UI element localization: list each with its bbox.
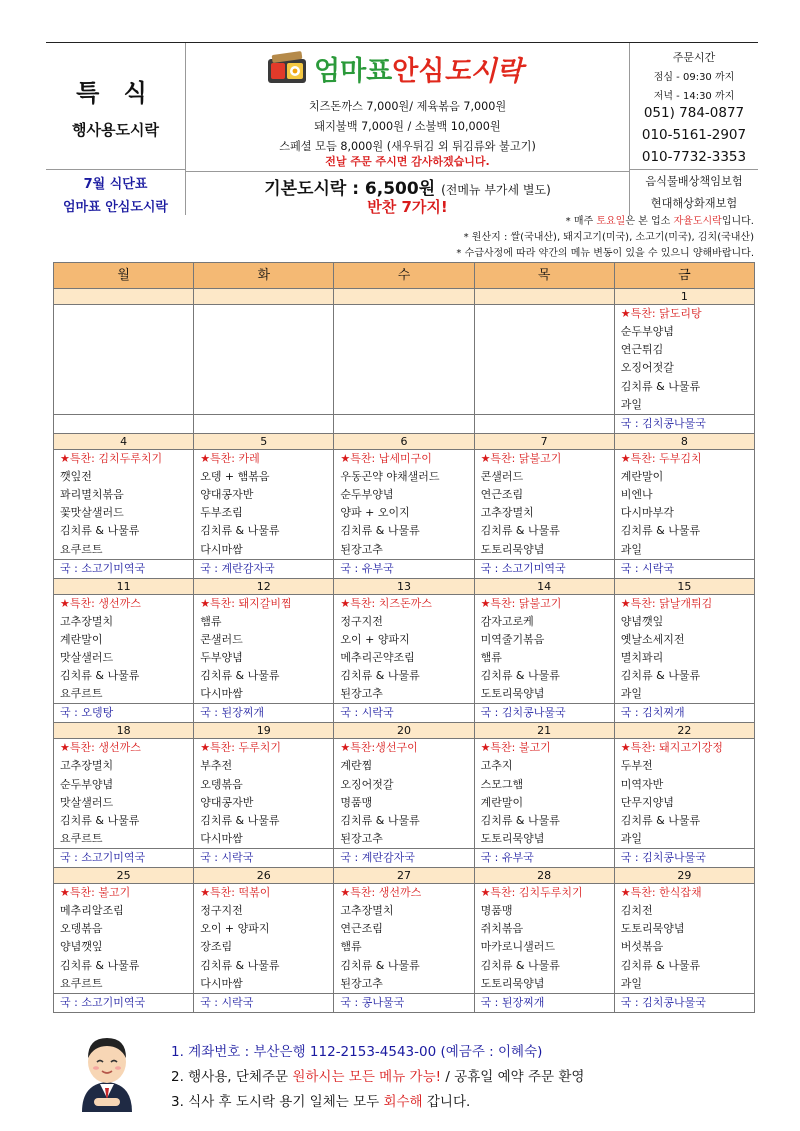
soup-cell [194, 414, 334, 433]
side-dish-row [54, 975, 755, 994]
note-line: * 원산지 : 쌀(국내산), 돼지고기(미국), 소고기(미국), 김치(국내산) [463, 232, 754, 243]
side-dish: 고추지 [474, 757, 614, 775]
side-dish [474, 396, 614, 415]
weekday-header: 목 [474, 263, 614, 289]
side-dish: 부추전 [194, 757, 334, 775]
special-dish: ★특찬: 닭불고기 [474, 594, 614, 613]
date-cell: 19 [194, 723, 334, 739]
special-dish [334, 305, 474, 324]
soup-cell: 국 : 소고기미역국 [54, 849, 194, 868]
special-dish: ★특찬: 돼지갈비찜 [194, 594, 334, 613]
brand-logo [266, 47, 546, 91]
side-dish: 고추장멸치 [334, 902, 474, 920]
side-dish: 깻잎전 [54, 468, 194, 486]
price-list [186, 97, 629, 157]
date-cell: 5 [194, 433, 334, 449]
side-dish: 된장고추 [334, 685, 474, 704]
weekday-header: 월 [54, 263, 194, 289]
mascot-icon [76, 1032, 138, 1114]
soup-cell: 국 : 김치콩나물국 [614, 993, 754, 1012]
side-dish [54, 378, 194, 396]
side-dish: 김치류 & 나물류 [334, 667, 474, 685]
side-dish [334, 359, 474, 377]
soup-cell: 국 : 유부국 [474, 849, 614, 868]
footer [76, 1032, 756, 1116]
side-dish: 김치류 & 나물류 [334, 812, 474, 830]
weekday-header: 수 [334, 263, 474, 289]
side-dish-row [54, 649, 755, 667]
date-cell: 11 [54, 578, 194, 594]
special-dish: ★특찬: 닭도리탕 [614, 305, 754, 324]
side-dish [194, 341, 334, 359]
date-row [54, 289, 755, 305]
side-dish: 다시마부각 [614, 504, 754, 522]
side-dish: 오이 + 양파지 [194, 920, 334, 938]
side-dish: 김치류 & 나물류 [474, 957, 614, 975]
side-dish [334, 396, 474, 415]
special-dish: ★특찬: 떡볶이 [194, 884, 334, 903]
header-center-panel [186, 43, 629, 215]
side-dish: 메추리곤약조림 [334, 649, 474, 667]
side-dish-row [54, 920, 755, 938]
side-dish: 양념깻잎 [54, 938, 194, 956]
date-row [54, 578, 755, 594]
side-dish: 정구지전 [194, 902, 334, 920]
side-dish: 김치류 & 나물류 [474, 667, 614, 685]
soup-cell: 국 : 시락국 [194, 849, 334, 868]
side-dish-row [54, 522, 755, 540]
soup-row [54, 849, 755, 868]
date-cell: 13 [334, 578, 474, 594]
side-dish-row [54, 830, 755, 849]
side-dish: 단무지양념 [614, 794, 754, 812]
side-dish: 연근튀김 [614, 341, 754, 359]
side-dish: 된장고추 [334, 541, 474, 560]
soup-cell [334, 414, 474, 433]
side-dish: 양념깻잎 [614, 613, 754, 631]
soup-row [54, 704, 755, 723]
special-dish: ★특찬: 불고기 [54, 884, 194, 903]
soup-cell: 국 : 김치찌개 [614, 704, 754, 723]
price-line: 스페셜 모듬 8,000원 (새우튀김 외 튀김류와 불고기) [279, 140, 536, 153]
special-row [54, 594, 755, 613]
date-cell [334, 289, 474, 305]
soup-cell: 국 : 소고기미역국 [54, 993, 194, 1012]
side-dish: 연근조림 [474, 486, 614, 504]
side-dish-row [54, 902, 755, 920]
side-dish [194, 323, 334, 341]
special-dish: ★특찬: 김치두루치기 [54, 449, 194, 468]
date-row [54, 723, 755, 739]
side-dish-row [54, 757, 755, 775]
side-dish: 꽃맛살샐러드 [54, 504, 194, 522]
side-dish: 김치류 & 나물류 [614, 667, 754, 685]
phone-number: 010-7732-3353 [641, 149, 747, 165]
side-dish: 양파 + 오이지 [334, 504, 474, 522]
special-dish: ★특찬: 두루치기 [194, 739, 334, 758]
lunch-time: 점심 - 09:30 까지 [653, 72, 735, 83]
soup-cell: 국 : 콩나물국 [334, 993, 474, 1012]
side-dish [194, 378, 334, 396]
side-dish-row [54, 486, 755, 504]
date-cell: 25 [54, 868, 194, 884]
side-dish: 양대콩자반 [194, 794, 334, 812]
special-dish [194, 305, 334, 324]
side-dish: 김치류 & 나물류 [334, 957, 474, 975]
side-dish: 콘샐러드 [474, 468, 614, 486]
side-dish: 다시마쌈 [194, 830, 334, 849]
side-dish [474, 323, 614, 341]
soup-cell: 국 : 김치콩나물국 [614, 414, 754, 433]
side-dish: 햄류 [194, 613, 334, 631]
side-dish: 김치전 [614, 902, 754, 920]
side-dish: 김치류 & 나물류 [54, 812, 194, 830]
note-line: * 매주 토요일은 본 업소 자율도시락입니다. [565, 216, 754, 227]
side-dish: 김치류 & 나물류 [194, 522, 334, 540]
side-dish: 요쿠르트 [54, 975, 194, 994]
lunchbox-icon [266, 51, 308, 85]
special-dish: ★특찬:생선구이 [334, 739, 474, 758]
insurance-label: 음식물배상책임보험 [645, 175, 743, 188]
side-dish: 김치류 & 나물류 [614, 522, 754, 540]
menu-header [46, 42, 758, 214]
side-dish: 계란말이 [54, 631, 194, 649]
side-dish: 두부양념 [194, 649, 334, 667]
side-dish: 된장고추 [334, 975, 474, 994]
side-dish: 꽈리멸치볶음 [54, 486, 194, 504]
side-dish: 과일 [614, 685, 754, 704]
side-dish-row [54, 541, 755, 560]
soup-cell: 국 : 시락국 [334, 704, 474, 723]
special-dish: ★특찬: 닭날개튀김 [614, 594, 754, 613]
side-dish [474, 341, 614, 359]
side-dish: 명품맹 [474, 902, 614, 920]
logo-text: 엄마표안심도시락 [314, 56, 523, 87]
side-dish-row [54, 938, 755, 956]
notes [456, 214, 754, 262]
side-dish: 햄류 [474, 649, 614, 667]
side-dish: 멸치꽈리 [614, 649, 754, 667]
side-dish-row [54, 359, 755, 377]
side-dish: 마카로니샐러드 [474, 938, 614, 956]
side-dish: 도토리묵양념 [474, 830, 614, 849]
special-dish: ★특찬: 치즈돈까스 [334, 594, 474, 613]
soup-row [54, 414, 755, 433]
side-dish: 미역줄기볶음 [474, 631, 614, 649]
side-dish: 오뎅 + 햄볶음 [194, 468, 334, 486]
side-dish: 양대콩자반 [194, 486, 334, 504]
side-dish: 버섯볶음 [614, 938, 754, 956]
side-dish: 스모그햄 [474, 775, 614, 793]
date-cell [54, 289, 194, 305]
side-dish: 메추리알조림 [54, 902, 194, 920]
basic-price: 기본도시락 : 6,500원 (전메뉴 부가세 별도) [264, 179, 551, 199]
side-dish: 오징어젓갈 [334, 775, 474, 793]
date-row [54, 868, 755, 884]
side-dish [54, 396, 194, 415]
date-cell [194, 289, 334, 305]
side-dish: 고추장멸치 [54, 757, 194, 775]
side-dish: 두부조림 [194, 504, 334, 522]
side-dish-row [54, 812, 755, 830]
special-dish: ★특찬: 한식잡채 [614, 884, 754, 903]
side-dish-row [54, 685, 755, 704]
side-dish: 김치류 & 나물류 [194, 957, 334, 975]
side-dish: 과일 [614, 830, 754, 849]
side-dish: 김치류 & 나물류 [614, 812, 754, 830]
special-row [54, 449, 755, 468]
side-dish: 요쿠르트 [54, 541, 194, 560]
side-dish: 오뎅볶음 [194, 775, 334, 793]
soup-cell: 국 : 오뎅탕 [54, 704, 194, 723]
footer-line: 2. 행사용, 단체주문 원하시는 모든 메뉴 가능! / 공휴일 예약 주문 환영 [171, 1069, 585, 1085]
date-cell: 28 [474, 868, 614, 884]
side-dish: 김치류 & 나물류 [54, 522, 194, 540]
soup-cell: 국 : 된장찌개 [474, 993, 614, 1012]
special-row [54, 884, 755, 903]
special-row [54, 739, 755, 758]
brand-small: 엄마표 안심도시락 [63, 200, 168, 215]
side-dish: 장조림 [194, 938, 334, 956]
date-cell: 7 [474, 433, 614, 449]
bank-account: 1. 계좌번호 : 부산은행 112-2153-4543-00 (예금주 : 이혜숙) [171, 1044, 543, 1060]
side-dish-row [54, 378, 755, 396]
side-dish: 요쿠르트 [54, 685, 194, 704]
soup-cell: 국 : 계란감자국 [194, 559, 334, 578]
side-dish: 김치류 & 나물류 [334, 522, 474, 540]
side-dish: 순두부양념 [54, 775, 194, 793]
side-dish: 고추장멸치 [474, 504, 614, 522]
special-dish: ★특찬: 닭불고기 [474, 449, 614, 468]
side-dish: 비엔나 [614, 486, 754, 504]
divider [630, 169, 758, 170]
note-line: * 수급사정에 따라 약간의 메뉴 변동이 있을 수 있으니 양해바랍니다. [456, 248, 754, 259]
side-dish: 정구지전 [334, 613, 474, 631]
date-cell: 18 [54, 723, 194, 739]
special-dish: ★특찬: 납세미구이 [334, 449, 474, 468]
price-line: 치즈돈까스 7,000원/ 제육볶음 7,000원 [308, 100, 507, 113]
side-dish [334, 323, 474, 341]
soup-row [54, 993, 755, 1012]
soup-cell: 국 : 시락국 [194, 993, 334, 1012]
date-cell [474, 289, 614, 305]
soup-cell: 국 : 시락국 [614, 559, 754, 578]
order-time-title: 주문시간 [672, 51, 716, 64]
side-dish: 쥐치볶음 [474, 920, 614, 938]
side-dish: 과일 [614, 975, 754, 994]
side-dish-row [54, 631, 755, 649]
phone-number: 010-5161-2907 [641, 127, 747, 143]
date-cell: 8 [614, 433, 754, 449]
side-dish [194, 396, 334, 415]
soup-cell: 국 : 김치콩나물국 [474, 704, 614, 723]
side-dish [194, 359, 334, 377]
side-dish: 계란말이 [614, 468, 754, 486]
side-dish: 계란찜 [334, 757, 474, 775]
side-dish: 콘샐러드 [194, 631, 334, 649]
menu-calendar [53, 262, 755, 1013]
special-dish: ★특찬: 두부김치 [614, 449, 754, 468]
side-dish: 순두부양념 [334, 486, 474, 504]
weekday-header: 화 [194, 263, 334, 289]
special-dish [54, 305, 194, 324]
special-dish: ★특찬: 김치두루치기 [474, 884, 614, 903]
side-dish: 다시마쌈 [194, 685, 334, 704]
side-dish [474, 359, 614, 377]
page-subtitle: 행사용도시락 [72, 121, 159, 139]
weekday-header-row [54, 263, 755, 289]
special-dish: ★특찬: 카레 [194, 449, 334, 468]
side-dish: 다시마쌈 [194, 541, 334, 560]
side-dish-row [54, 468, 755, 486]
side-dish: 도토리묵양념 [474, 685, 614, 704]
soup-cell: 국 : 계란감자국 [334, 849, 474, 868]
soup-row [54, 559, 755, 578]
soup-cell: 국 : 소고기미역국 [54, 559, 194, 578]
side-dish: 감자고로케 [474, 613, 614, 631]
side-dish: 고추장멸치 [54, 613, 194, 631]
side-dish-row [54, 504, 755, 522]
side-dish [54, 359, 194, 377]
soup-cell [54, 414, 194, 433]
side-dish: 도토리묵양념 [474, 541, 614, 560]
side-dish: 김치류 & 나물류 [474, 522, 614, 540]
date-cell: 14 [474, 578, 614, 594]
date-cell: 4 [54, 433, 194, 449]
date-cell: 12 [194, 578, 334, 594]
side-dish: 오이 + 양파지 [334, 631, 474, 649]
side-dish [334, 341, 474, 359]
header-right-panel [629, 43, 758, 215]
side-dish: 순두부양념 [614, 323, 754, 341]
weekday-header: 금 [614, 263, 754, 289]
footer-line: 3. 식사 후 도시락 용기 일체는 모두 회수해 갑니다. [171, 1094, 471, 1110]
date-cell: 26 [194, 868, 334, 884]
soup-cell [474, 414, 614, 433]
soup-cell: 국 : 된장찌개 [194, 704, 334, 723]
side-dish: 옛날소세지전 [614, 631, 754, 649]
side-dish: 오뎅볶음 [54, 920, 194, 938]
divider [46, 169, 185, 170]
date-cell: 21 [474, 723, 614, 739]
page-title: 특 식 [76, 79, 155, 107]
date-cell: 20 [334, 723, 474, 739]
side-dish-row [54, 667, 755, 685]
side-dish: 두부전 [614, 757, 754, 775]
side-dish [54, 341, 194, 359]
side-dish: 김치류 & 나물류 [614, 957, 754, 975]
side-dish: 맛살샐러드 [54, 794, 194, 812]
side-dish: 명품맹 [334, 794, 474, 812]
side-dish: 우동곤약 야채샐러드 [334, 468, 474, 486]
side-dish: 미역자반 [614, 775, 754, 793]
special-dish: ★특찬: 생선까스 [54, 594, 194, 613]
side-dish [474, 378, 614, 396]
date-cell: 29 [614, 868, 754, 884]
soup-cell: 국 : 소고기미역국 [474, 559, 614, 578]
phone-number: 051) 784-0877 [643, 105, 745, 121]
header-left-panel [46, 43, 186, 215]
side-dish: 된장고추 [334, 830, 474, 849]
dinner-time: 저녁 - 14:30 까지 [653, 91, 735, 102]
side-dish: 다시마쌈 [194, 975, 334, 994]
side-dish-row [54, 613, 755, 631]
calendar-body [54, 289, 755, 1013]
special-dish: ★특찬: 돼지고기강정 [614, 739, 754, 758]
side-dish: 연근조림 [334, 920, 474, 938]
side-dish [334, 378, 474, 396]
side-dish: 맛살샐러드 [54, 649, 194, 667]
side-dish: 김치류 & 나물류 [614, 378, 754, 396]
side-count: 반찬 7가지! [367, 198, 448, 216]
side-dish: 김치류 & 나물류 [474, 812, 614, 830]
side-dish [54, 323, 194, 341]
side-dish: 김치류 & 나물류 [194, 667, 334, 685]
side-dish-row [54, 794, 755, 812]
date-cell: 27 [334, 868, 474, 884]
side-dish: 김치류 & 나물류 [54, 957, 194, 975]
side-dish: 과일 [614, 396, 754, 415]
side-dish: 김치류 & 나물류 [194, 812, 334, 830]
soup-cell: 국 : 유부국 [334, 559, 474, 578]
side-dish: 도토리묵양념 [614, 920, 754, 938]
special-row [54, 305, 755, 324]
side-dish: 과일 [614, 541, 754, 560]
side-dish-row [54, 957, 755, 975]
side-dish-row [54, 341, 755, 359]
date-cell: 22 [614, 723, 754, 739]
order-notice: 전날 주문 주시면 감사하겠습니다. [325, 155, 490, 168]
special-dish: ★특찬: 생선까스 [334, 884, 474, 903]
side-dish-row [54, 775, 755, 793]
insurance-company: 현대해상화재보험 [650, 197, 738, 210]
side-dish: 오징어젓갈 [614, 359, 754, 377]
side-dish: 김치류 & 나물류 [54, 667, 194, 685]
date-cell: 6 [334, 433, 474, 449]
side-dish: 햄류 [334, 938, 474, 956]
side-dish: 계란말이 [474, 794, 614, 812]
date-cell: 15 [614, 578, 754, 594]
footer-notes [171, 1040, 584, 1115]
price-line: 돼지불백 7,000원 / 소불백 10,000원 [314, 120, 501, 133]
date-row [54, 433, 755, 449]
side-dish-row [54, 396, 755, 415]
divider [186, 171, 629, 172]
date-cell: 1 [614, 289, 754, 305]
soup-cell: 국 : 김치콩나물국 [614, 849, 754, 868]
side-dish-row [54, 323, 755, 341]
special-dish [474, 305, 614, 324]
special-dish: ★특찬: 생선까스 [54, 739, 194, 758]
side-dish: 요쿠르트 [54, 830, 194, 849]
special-dish: ★특찬: 불고기 [474, 739, 614, 758]
month-label: 7월 식단표 [83, 177, 148, 192]
side-dish: 도토리묵양념 [474, 975, 614, 994]
